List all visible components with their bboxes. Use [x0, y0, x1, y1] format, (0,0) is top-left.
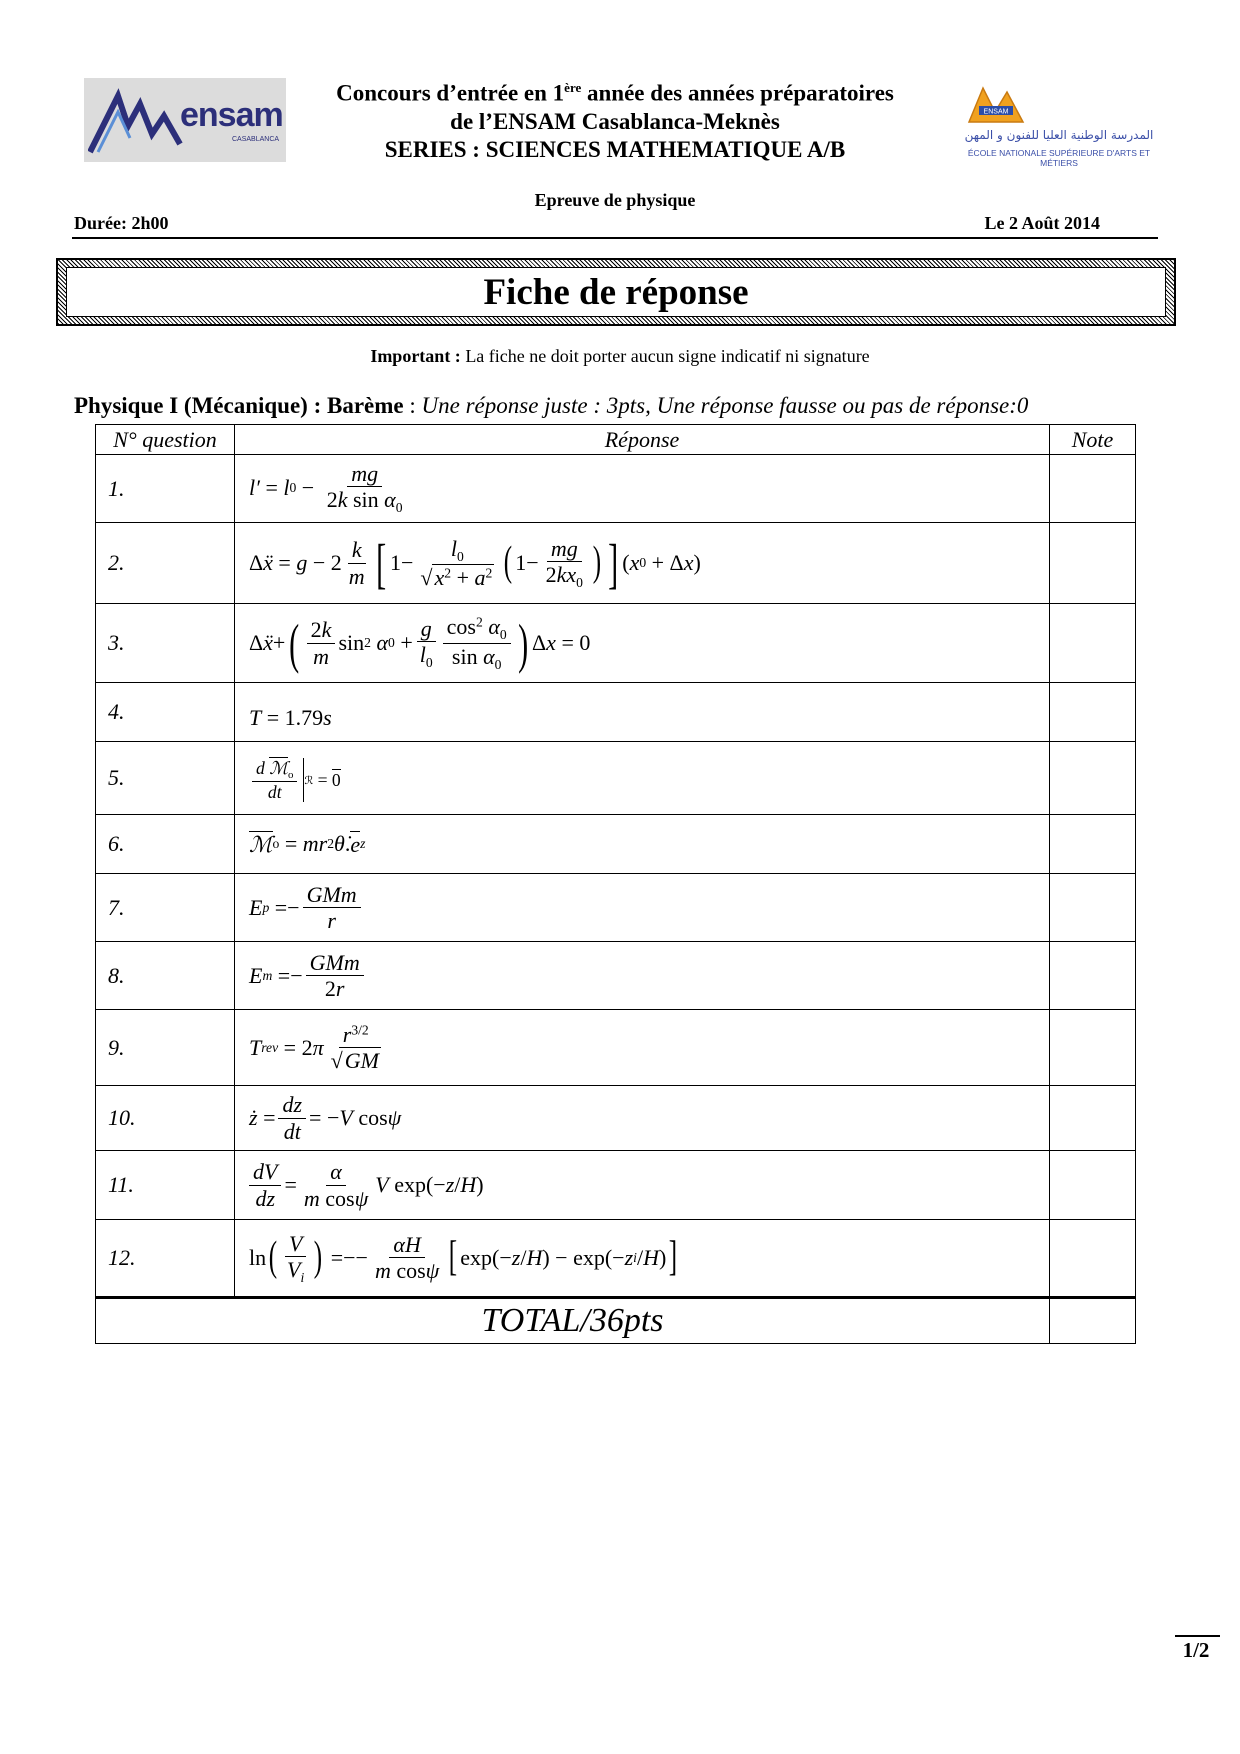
table-row	[96, 942, 1136, 1010]
note-cell[interactable]	[1050, 874, 1136, 942]
epreuve-label: Epreuve de physique	[534, 190, 696, 210]
question-number: 9.	[96, 1010, 235, 1086]
title-line1-post: année des années préparatoires	[581, 80, 894, 106]
question-number: 5.	[96, 742, 235, 815]
question-number: 1.	[96, 455, 235, 523]
total-row	[96, 1298, 1136, 1344]
note-cell[interactable]	[1050, 455, 1136, 523]
title-line2: de l’ENSAM Casablanca-Meknès	[450, 108, 780, 134]
important-text: La fiche ne doit porter aucun signe indicatif ni signature	[460, 346, 870, 366]
title-line3: SERIES : SCIENCES MATHEMATIQUE A/B	[384, 136, 846, 162]
answer-formula: ℳ o = mr 2 θ̇ . e z	[235, 815, 1050, 874]
ensam-national-logo	[955, 80, 1160, 168]
note-cell[interactable]	[1050, 523, 1136, 604]
note-cell[interactable]	[1050, 1220, 1136, 1298]
answer-formula: T = 1.79 s	[235, 683, 1050, 742]
note-cell[interactable]	[1050, 942, 1136, 1010]
table-row	[96, 1220, 1136, 1298]
fiche-title: Fiche de réponse	[66, 267, 1166, 317]
page-number: 1/2	[1182, 1638, 1210, 1662]
header-reponse: Réponse	[235, 425, 1050, 455]
page-number-rule	[1175, 1635, 1220, 1637]
bareme-line	[74, 393, 1194, 419]
ensam-casablanca-logo	[84, 78, 286, 162]
table-row	[96, 455, 1136, 523]
note-cell[interactable]	[1050, 604, 1136, 683]
important-note	[100, 346, 1140, 367]
answer-formula: $\frac{dV}{dz}$ = $\frac{\alpha}{\text{m cosψ}}$ V exp(− z / H )	[235, 1151, 1050, 1220]
total-label: TOTAL/36pts	[96, 1298, 1050, 1344]
question-number: 2.	[96, 523, 235, 604]
table-row	[96, 683, 1136, 742]
important-label: Important :	[370, 346, 461, 366]
table-header-row	[96, 425, 1136, 455]
question-number: 3.	[96, 604, 235, 683]
note-cell[interactable]	[1050, 742, 1136, 815]
answer-table	[95, 424, 1136, 1344]
table-row	[96, 874, 1136, 942]
question-number: 7.	[96, 874, 235, 942]
logo-badge-text: ENSAM	[983, 108, 1009, 116]
table-row	[96, 1151, 1136, 1220]
table-row	[96, 742, 1136, 815]
question-number: 4.	[96, 683, 235, 742]
table-row	[96, 1086, 1136, 1151]
question-number: 11.	[96, 1151, 235, 1220]
exam-date: Le 2 Août 2014	[984, 213, 1100, 233]
answer-formula: Δ ẍ + ( $\frac{2k}{m}$ sin 2 α 0 + $\frac{g}{l_0}$ $\frac{\cos^2 \alpha_0}{\sin \alpha_0}$ ) Δ x = 0	[235, 604, 1050, 683]
note-cell[interactable]	[1050, 1086, 1136, 1151]
logo-left-subtext: CASABLANCA	[232, 136, 280, 143]
title-line1: Concours d’entrée en 1	[336, 80, 565, 106]
bareme-rules: Une réponse juste : 3pts, Une réponse fausse ou pas de réponse:0	[421, 393, 1029, 418]
duree-label: Durée: 2h00	[74, 213, 169, 233]
note-cell[interactable]	[1050, 1151, 1136, 1220]
answer-formula: T rev = 2 π $\frac{r^{3/2}}{√GM}$	[235, 1010, 1050, 1086]
header-question: N° question	[96, 425, 235, 455]
answer-formula: ż = $\frac{dz}{dt}$ = − V cos ψ	[235, 1086, 1050, 1151]
question-number: 8.	[96, 942, 235, 1010]
answer-formula: $\frac{d ℳ_o}{dt}$ ℛ = 0	[235, 742, 1050, 815]
total-note-cell[interactable]	[1050, 1298, 1136, 1344]
answer-formula: l′ = l 0 − $\frac{mg}{2k \sin \alpha_0}$	[235, 455, 1050, 523]
question-number: 10.	[96, 1086, 235, 1151]
question-number: 6.	[96, 815, 235, 874]
note-cell[interactable]	[1050, 1010, 1136, 1086]
logo-right-french: ÉCOLE NATIONALE SUPÉRIEURE D'ARTS ET MÉTIERS	[967, 148, 1151, 168]
ensam-badge-icon	[965, 82, 1027, 126]
answer-formula: E m =− $\frac{\text{GMm}}{2r}$	[235, 942, 1050, 1010]
question-number: 12.	[96, 1220, 235, 1298]
fiche-title-frame	[56, 258, 1176, 326]
exam-title	[300, 74, 930, 164]
note-cell[interactable]	[1050, 683, 1136, 742]
header-note: Note	[1050, 425, 1136, 455]
logo-left-text: ensam	[180, 96, 283, 134]
table-row	[96, 815, 1136, 874]
answer-formula: E p =− $\frac{\text{GMm}}{r}$	[235, 874, 1050, 942]
answer-formula: Δ ẍ = g − 2 $\frac{k}{m}$ [ 1− $\frac{l_0}{√x^2 + a^2}$ ( 1− $\frac{mg}{2kx_0}$ ) ] ( x 0 + Δ x )	[235, 523, 1050, 604]
bareme-title: Physique I (Mécanique) : Barème	[74, 393, 404, 418]
table-row	[96, 604, 1136, 683]
table-row	[96, 523, 1136, 604]
bareme-sep: :	[403, 393, 422, 418]
header-divider	[72, 237, 1158, 239]
title-sup: ère	[564, 80, 582, 95]
table-row	[96, 1010, 1136, 1086]
ensam-mountain-icon	[88, 86, 184, 156]
logo-right-arabic: المدرسة الوطنية العليا للفنون و المهن	[964, 128, 1154, 142]
answer-formula: ln ( $\frac{V}{V_i}$ ) =−− $\frac{\alpha H}{\text{m cosψ}}$ [ exp(− z / H ) − exp(− z i / H ) ]	[235, 1220, 1050, 1298]
note-cell[interactable]	[1050, 815, 1136, 874]
